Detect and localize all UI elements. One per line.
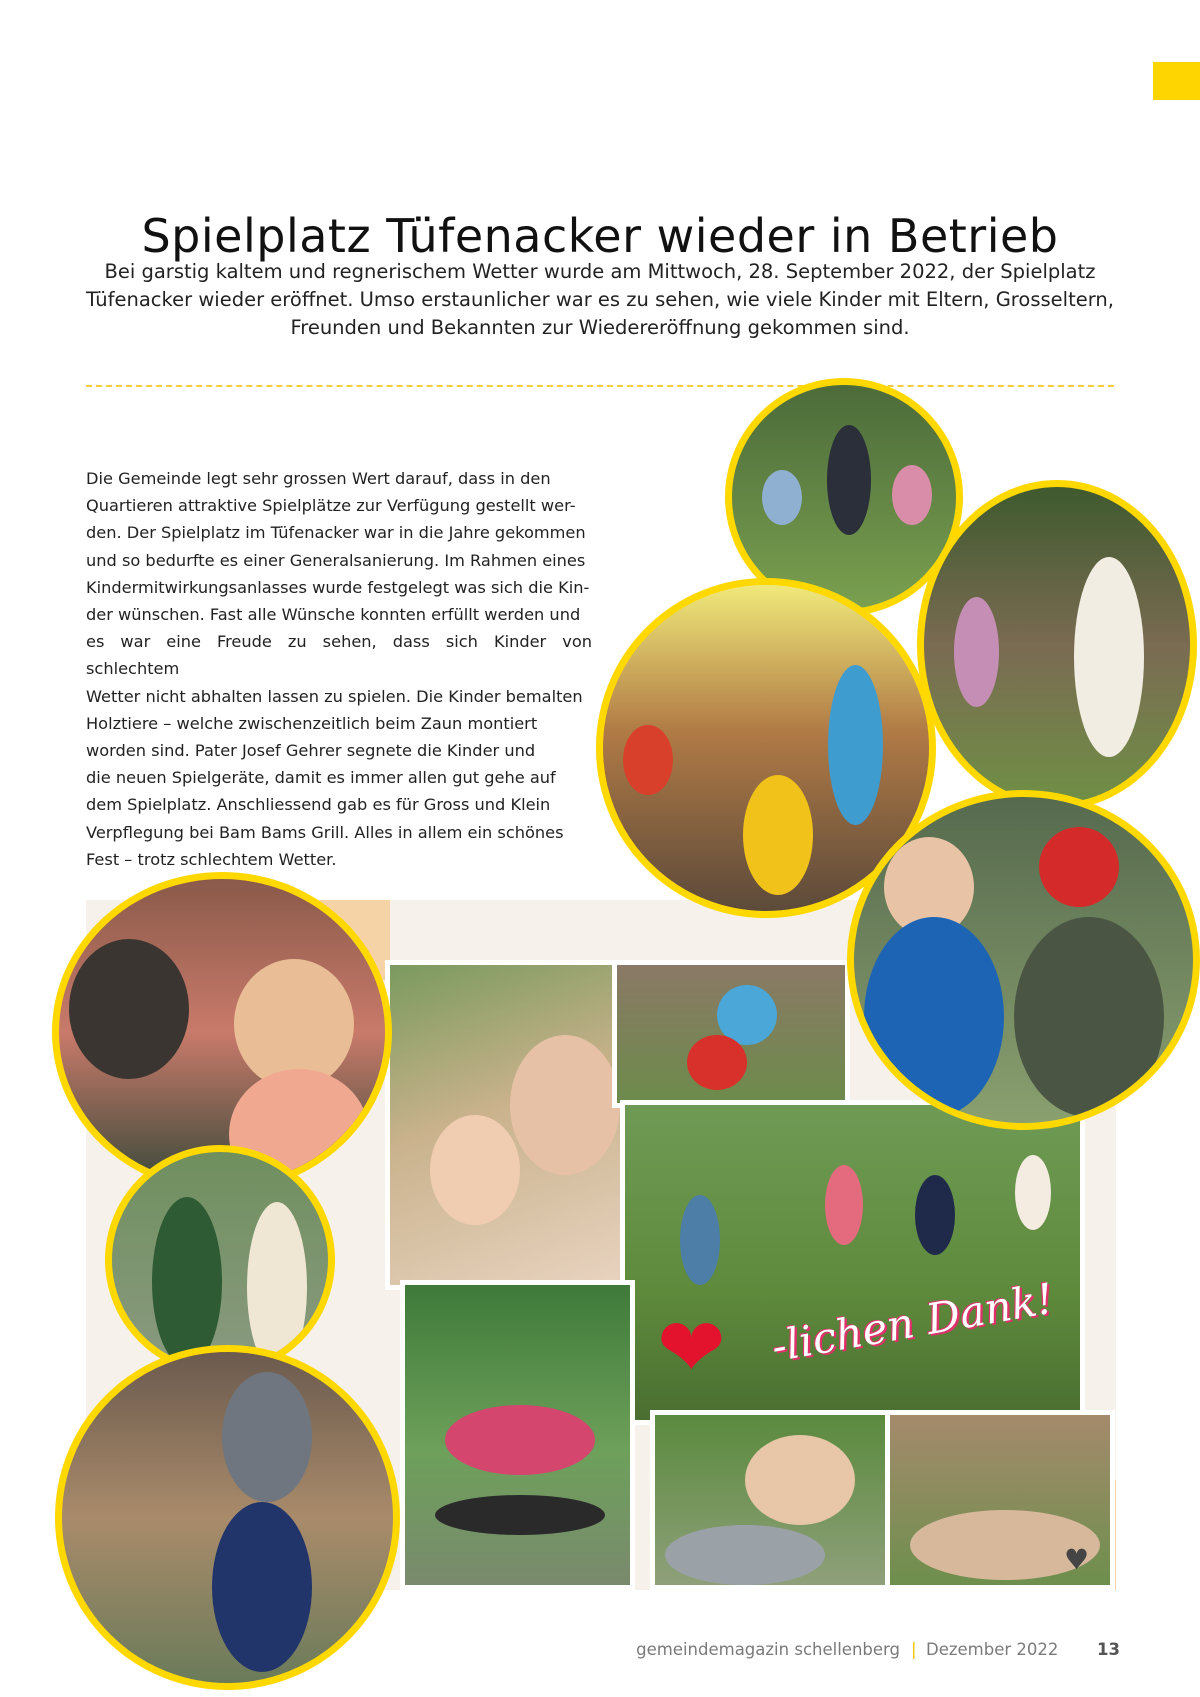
body-line: es war eine Freude zu sehen, dass sich Kinder von schlechtem [86, 632, 592, 679]
body-line: Quartieren attraktive Spielplätze zur Verfügung gestellt wer- [86, 496, 576, 516]
body-line: Fest – trotz schlechtem Wetter. [86, 849, 337, 869]
photo-child-swing [612, 960, 850, 1108]
article-title: Spielplatz Tüfenacker wieder in Betrieb [141, 208, 1059, 263]
body-line: und so bedurfte es einer Generalsanierung. Im Rahmen eines [86, 550, 586, 570]
body-line: dem Spielplatz. Anschliessend gab es für Gross und Klein [86, 795, 551, 815]
footer-separator: | [911, 1640, 917, 1659]
lead-line: Freunden und Bekannten zur Wiedereröffnung gekommen sind. [290, 316, 910, 339]
photo-kids-wooden-animal [650, 1410, 895, 1590]
body-line: die neuen Spielgeräte, damit es immer allen gut gehe auf [86, 768, 556, 788]
body-line: den. Der Spielplatz im Tüfenacker war in die Jahre gekommen [86, 523, 586, 543]
footer-magazine-name: gemeindemagazin schellenberg [636, 1640, 900, 1659]
lead-line: Bei garstig kaltem und regnerischem Wetter wurde am Mittwoch, 28. September 2022, der Spielplatz [104, 260, 1096, 283]
collage-caption: -lichen Dank! [767, 1273, 1058, 1372]
lead-line: Tüfenacker wieder eröffnet. Umso erstaunlicher war es zu sehen, wie viele Kinder mit Eltern, Grosseltern, [86, 288, 1114, 311]
dashed-divider [86, 385, 1114, 387]
small-heart-icon: ♥ [1064, 1543, 1090, 1576]
photo-circle-two-children [52, 872, 392, 1192]
heart-icon: ❤ [657, 1301, 726, 1396]
photo-circle-priest-blessing [917, 480, 1197, 810]
yellow-page-tab [1153, 62, 1200, 100]
body-line: Verpflegung bei Bam Bams Grill. Alles in allem ein schönes [86, 822, 564, 842]
page-number: 13 [1097, 1640, 1120, 1659]
footer-date: Dezember 2022 [926, 1640, 1059, 1659]
body-line: Kindermitwirkungsanlasses wurde festgelegt was sich die Kin- [86, 577, 590, 597]
body-line: Holztiere – welche zwischenzeitlich beim Zaun montiert [86, 713, 538, 733]
photo-circle-two-boys [847, 790, 1200, 1130]
photo-circle-speakers [105, 1145, 335, 1375]
body-line: worden sind. Pater Josef Gehrer segnete die Kinder und [86, 741, 536, 761]
photo-circle-boy-playhouse [55, 1345, 400, 1690]
article-lead [80, 258, 1120, 342]
body-line: Die Gemeinde legt sehr grossen Wert darauf, dass in den [86, 469, 551, 488]
photo-nest-swing [400, 1280, 635, 1590]
photo-selfie-group [385, 960, 625, 1290]
article-body [86, 465, 592, 873]
body-line: der wünschen. Fast alle Wünsche konnten erfüllt werden und [86, 605, 581, 625]
body-line: Wetter nicht abhalten lassen zu spielen. Die Kinder bemalten [86, 686, 583, 706]
